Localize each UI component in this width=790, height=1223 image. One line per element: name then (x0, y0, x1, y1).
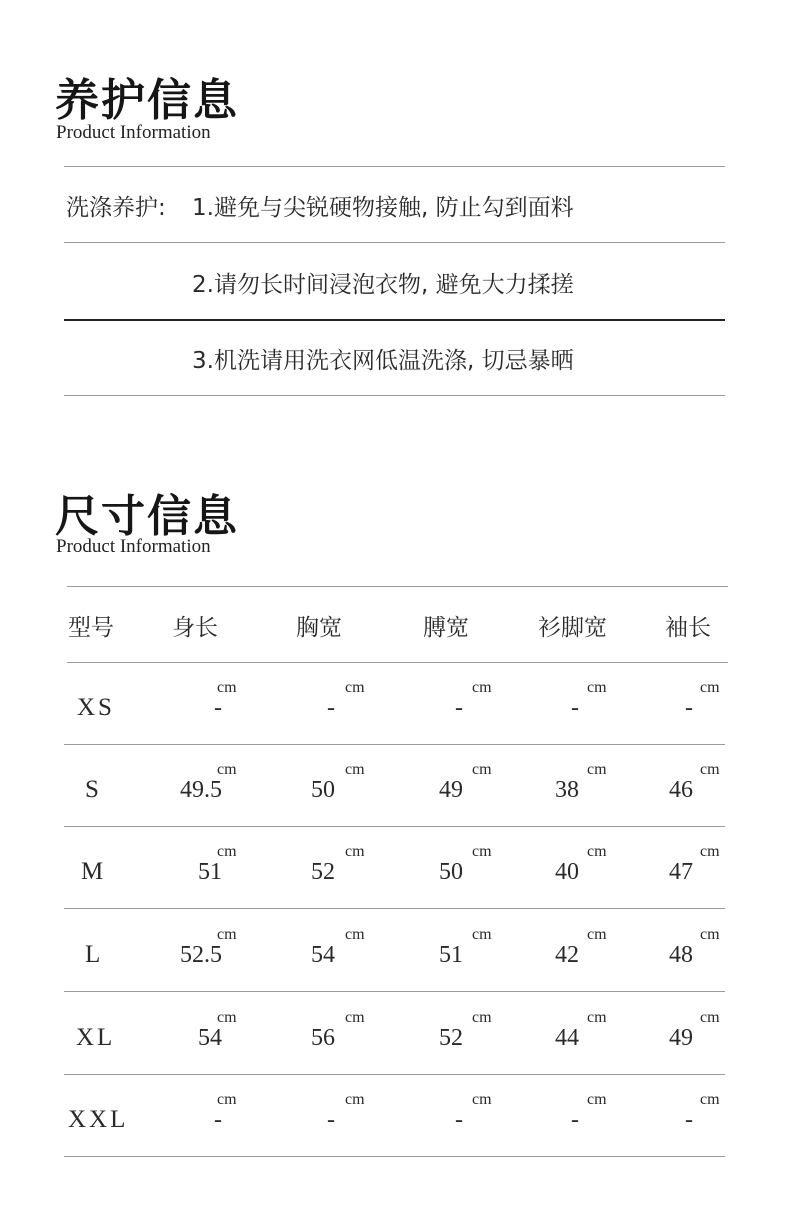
size-value: - (571, 695, 579, 721)
unit-label: cm (587, 761, 607, 778)
header-chest: 胸宽 (296, 615, 342, 641)
size-table-top-rule (67, 586, 728, 587)
size-value: - (214, 695, 222, 721)
unit-label: cm (587, 679, 607, 696)
size-label-m: M (81, 858, 107, 885)
unit-label: cm (700, 926, 720, 943)
size-value: 49.5 (180, 777, 222, 803)
size-value: 49 (669, 1025, 693, 1051)
row-rule (64, 826, 725, 827)
unit-label: cm (587, 1091, 607, 1108)
header-sleeve: 袖长 (665, 615, 711, 641)
care-item-3: 3.机洗请用洗衣网低温洗涤, 切忌暴晒 (192, 348, 574, 374)
row-rule (64, 908, 725, 909)
unit-label: cm (217, 1091, 237, 1108)
size-value: 51 (198, 859, 222, 885)
care-rule-bottom (64, 395, 725, 396)
header-size: 型号 (68, 615, 114, 641)
size-value: 42 (555, 942, 579, 968)
size-title: 尺寸信息 (55, 491, 239, 542)
size-value: 51 (439, 942, 463, 968)
unit-label: cm (217, 679, 237, 696)
unit-label: cm (217, 843, 237, 860)
row-rule (64, 991, 725, 992)
size-value: - (685, 695, 693, 721)
header-hem: 衫脚宽 (538, 615, 607, 641)
unit-label: cm (472, 1009, 492, 1026)
unit-label: cm (700, 1091, 720, 1108)
size-value: 52 (311, 859, 335, 885)
size-value: - (571, 1107, 579, 1133)
size-value: 54 (311, 942, 335, 968)
size-value: - (455, 695, 463, 721)
unit-label: cm (472, 843, 492, 860)
size-value: 50 (311, 777, 335, 803)
size-value: - (327, 695, 335, 721)
size-value: 49 (439, 777, 463, 803)
size-value: - (685, 1107, 693, 1133)
care-title: 养护信息 (55, 75, 239, 126)
unit-label: cm (700, 679, 720, 696)
unit-label: cm (345, 1091, 365, 1108)
unit-label: cm (345, 761, 365, 778)
care-item-2: 2.请勿长时间浸泡衣物, 避免大力揉搓 (192, 272, 574, 298)
header-shoulder: 膊宽 (423, 615, 469, 641)
header-length: 身长 (172, 615, 218, 641)
unit-label: cm (587, 843, 607, 860)
size-value: 38 (555, 777, 579, 803)
size-value: 47 (669, 859, 693, 885)
unit-label: cm (700, 843, 720, 860)
care-rule-top (64, 166, 725, 167)
unit-label: cm (587, 926, 607, 943)
size-value: 48 (669, 942, 693, 968)
unit-label: cm (587, 1009, 607, 1026)
unit-label: cm (472, 761, 492, 778)
size-value: 52 (439, 1025, 463, 1051)
size-value: 46 (669, 777, 693, 803)
size-label-s: S (85, 776, 102, 803)
unit-label: cm (345, 843, 365, 860)
unit-label: cm (217, 926, 237, 943)
care-item-1: 1.避免与尖锐硬物接触, 防止勾到面料 (192, 195, 574, 221)
size-value: 44 (555, 1025, 579, 1051)
unit-label: cm (345, 1009, 365, 1026)
size-value: - (214, 1107, 222, 1133)
unit-label: cm (345, 926, 365, 943)
size-value: 52.5 (180, 942, 222, 968)
unit-label: cm (700, 761, 720, 778)
size-label-xxl: XXL (68, 1106, 129, 1133)
unit-label: cm (472, 1091, 492, 1108)
size-value: 50 (439, 859, 463, 885)
size-value: 54 (198, 1025, 222, 1051)
unit-label: cm (217, 1009, 237, 1026)
size-value: - (455, 1107, 463, 1133)
header-rule (67, 662, 728, 663)
size-subtitle: Product Information (56, 536, 211, 557)
care-rule-2 (64, 319, 725, 321)
unit-label: cm (472, 926, 492, 943)
size-label-xl: XL (76, 1024, 116, 1051)
unit-label: cm (217, 761, 237, 778)
row-rule (64, 1074, 725, 1075)
unit-label: cm (472, 679, 492, 696)
size-value: - (327, 1107, 335, 1133)
size-label-l: L (85, 941, 104, 968)
row-rule (64, 744, 725, 745)
size-value: 56 (311, 1025, 335, 1051)
care-rule-1 (64, 242, 725, 243)
unit-label: cm (345, 679, 365, 696)
size-label-xs: XS (77, 694, 115, 721)
unit-label: cm (700, 1009, 720, 1026)
care-label: 洗涤养护: (66, 195, 166, 221)
size-value: 40 (555, 859, 579, 885)
row-rule (64, 1156, 725, 1157)
care-subtitle: Product Information (56, 122, 211, 143)
